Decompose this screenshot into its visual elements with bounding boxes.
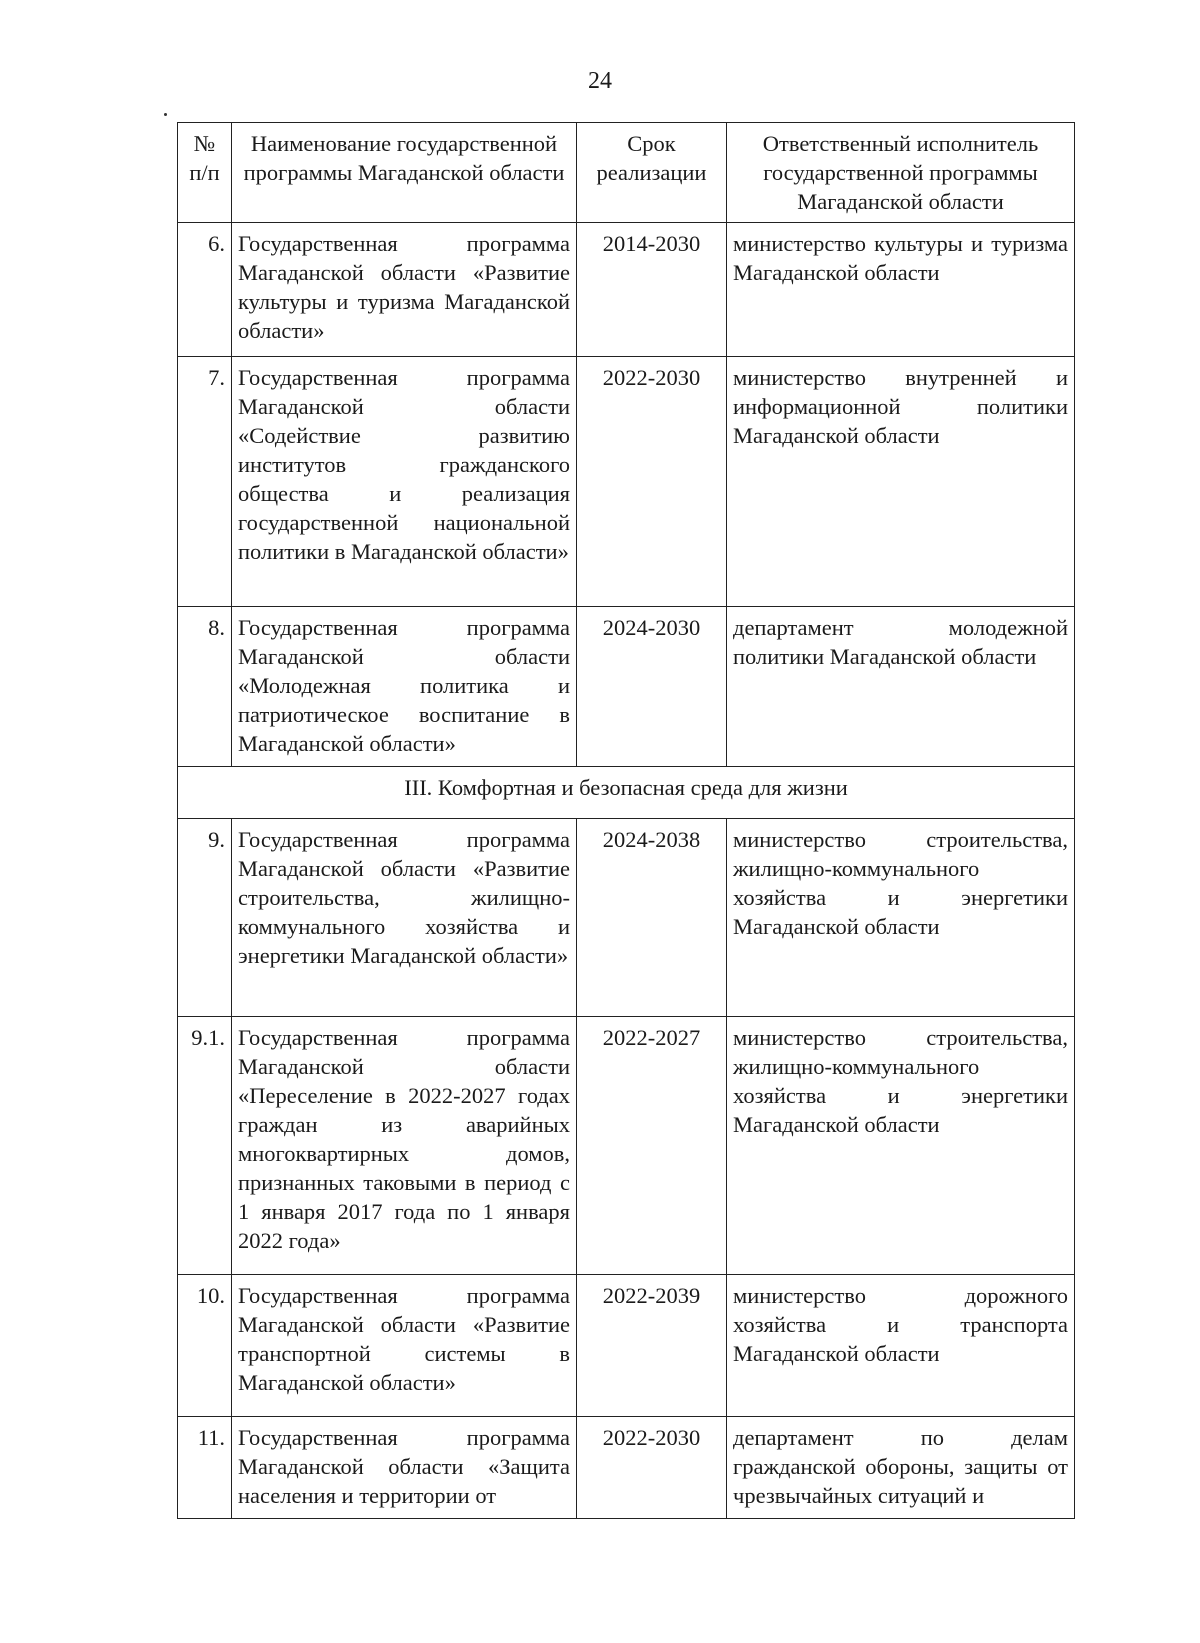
row-term: 2024-2030 [577, 607, 727, 767]
header-name: Наименование государственной программы Магаданской области [232, 123, 577, 223]
row-term: 2014-2030 [577, 223, 727, 357]
row-program-name: Государственная программа Магаданской области «Содействие развитию институтов гражданского общества и реализация государственной национальной политики в Магаданской области» [232, 357, 577, 607]
header-term: Срок реализации [577, 123, 727, 223]
programs-table [177, 122, 1075, 1519]
table-row [178, 1275, 1075, 1417]
table-row [178, 1417, 1075, 1519]
row-program-name: Государственная программа Магаданской области «Развитие транспортной системы в Магаданской области» [232, 1275, 577, 1417]
section-row [178, 767, 1075, 819]
row-executor: министерство культуры и туризма Магаданской области [727, 223, 1075, 357]
row-executor: министерство внутренней и информационной политики Магаданской области [727, 357, 1075, 607]
section-title: III. Комфортная и безопасная среда для жизни [178, 767, 1075, 819]
row-num: 8. [178, 607, 232, 767]
header-executor: Ответственный исполнитель государственной программы Магаданской области [727, 123, 1075, 223]
table-row [178, 607, 1075, 767]
row-program-name: Государственная программа Магаданской области «Развитие культуры и туризма Магаданской области» [232, 223, 577, 357]
table-header [178, 123, 1075, 223]
scan-artifact-dot [164, 113, 167, 116]
row-num: 7. [178, 357, 232, 607]
row-executor: министерство дорожного хозяйства и транспорта Магаданской области [727, 1275, 1075, 1417]
header-num: № п/п [178, 123, 232, 223]
row-term: 2022-2027 [577, 1017, 727, 1275]
row-num: 9.1. [178, 1017, 232, 1275]
row-executor: министерство строительства, жилищно-коммунального хозяйства и энергетики Магаданской области [727, 1017, 1075, 1275]
row-term: 2022-2030 [577, 1417, 727, 1519]
page-number: 24 [588, 68, 612, 94]
row-term: 2022-2030 [577, 357, 727, 607]
table-row [178, 1017, 1075, 1275]
row-program-name: Государственная программа Магаданской области «Защита населения и территории от [232, 1417, 577, 1519]
row-program-name: Государственная программа Магаданской области «Развитие строительства, жилищно-коммунального хозяйства и энергетики Магаданской области» [232, 819, 577, 1017]
row-num: 6. [178, 223, 232, 357]
row-num: 11. [178, 1417, 232, 1519]
row-num: 10. [178, 1275, 232, 1417]
table-header-row [178, 123, 1075, 223]
table-row [178, 819, 1075, 1017]
row-term: 2024-2038 [577, 819, 727, 1017]
row-executor: департамент по делам гражданской обороны, защиты от чрезвычайных ситуаций и [727, 1417, 1075, 1519]
row-term: 2022-2039 [577, 1275, 727, 1417]
table-row [178, 357, 1075, 607]
row-program-name: Государственная программа Магаданской области «Молодежная политика и патриотическое воспитание в Магаданской области» [232, 607, 577, 767]
table-row [178, 223, 1075, 357]
row-num: 9. [178, 819, 232, 1017]
row-executor: департамент молодежной политики Магаданской области [727, 607, 1075, 767]
row-program-name: Государственная программа Магаданской области «Переселение в 2022-2027 годах граждан из аварийных многоквартирных домов, признанных таковыми в период с 1 января 2017 года по 1 января 2022 года» [232, 1017, 577, 1275]
row-executor: министерство строительства, жилищно-коммунального хозяйства и энергетики Магаданской области [727, 819, 1075, 1017]
